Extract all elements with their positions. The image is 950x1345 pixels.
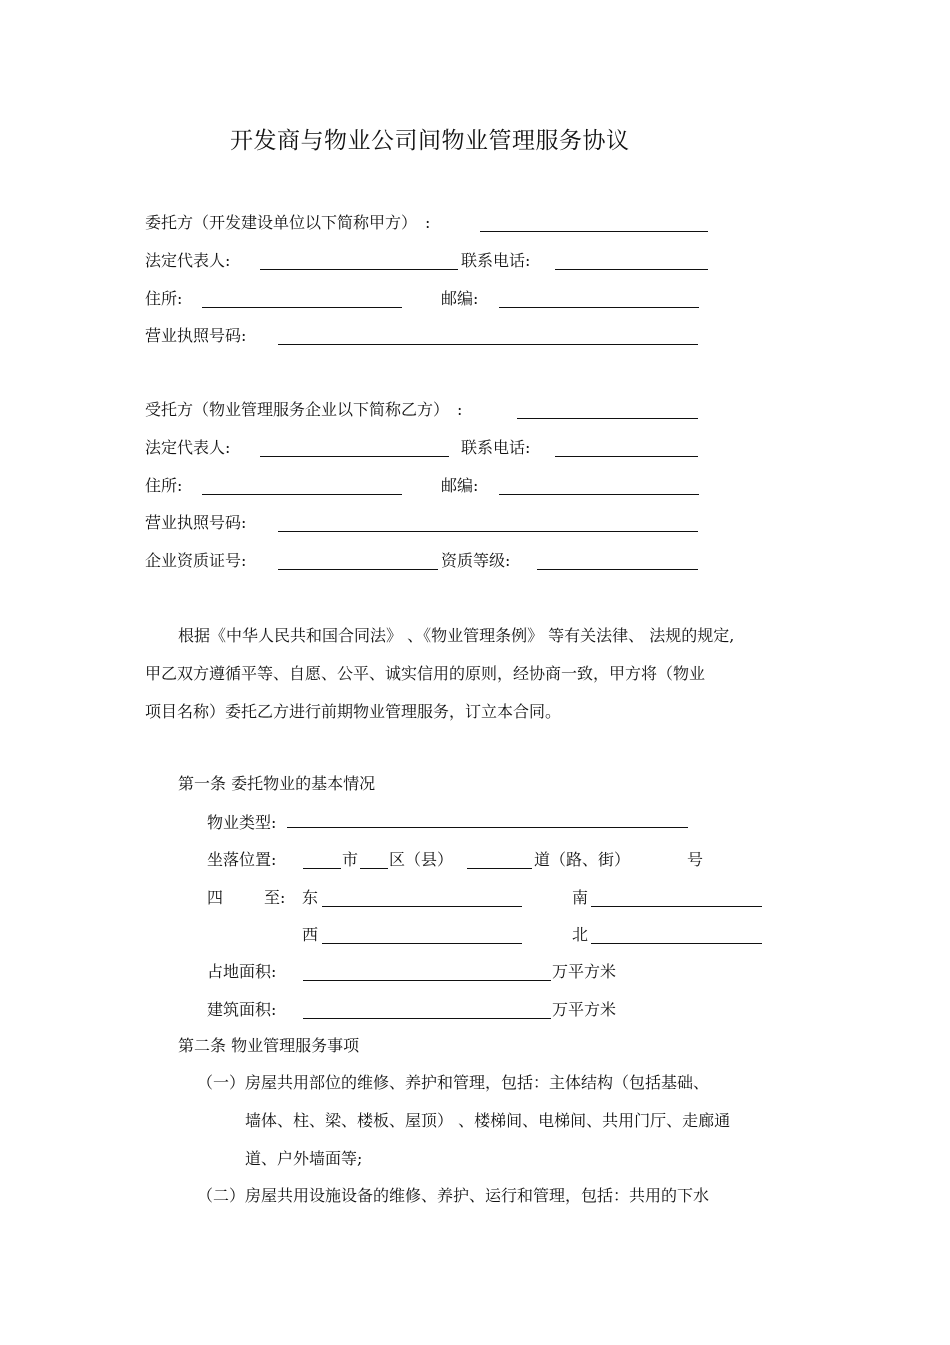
east-blank[interactable] (322, 906, 522, 907)
preamble-line: 项目名称）委托乙方进行前期物业管理服务，订立本合同。 (145, 702, 562, 721)
land-area-unit: 万平方米 (552, 962, 617, 981)
party-b-grade-label: 资质等级: (441, 551, 511, 570)
west-label: 西 (302, 925, 319, 944)
boundary-label-a: 四 (207, 888, 224, 907)
party-b-license-blank[interactable] (278, 531, 698, 532)
party-b-postcode-blank[interactable] (499, 494, 699, 495)
party-b-cert-label: 企业资质证号: (145, 551, 247, 570)
party-a-heading: 委托方（开发建设单位以下简称甲方） : (145, 213, 431, 232)
party-b-cert-blank[interactable] (278, 569, 438, 570)
building-area-label: 建筑面积: (207, 1000, 277, 1019)
east-label: 东 (302, 888, 319, 907)
party-b-postcode-label: 邮编: (441, 476, 479, 495)
party-a-postcode-label: 邮编: (441, 289, 479, 308)
party-a-license-blank[interactable] (278, 344, 698, 345)
south-blank[interactable] (591, 906, 762, 907)
party-a-license-label: 营业执照号码: (145, 326, 247, 345)
north-blank[interactable] (591, 943, 762, 944)
article-2-item-1: （一）房屋共用部位的维修、养护和管理，包括：主体结构（包括基础、 (197, 1073, 710, 1092)
location-label: 坐落位置: (207, 850, 277, 869)
number-label: 号 (687, 850, 704, 869)
boundary-label-b: 至: (264, 888, 286, 907)
land-area-label: 占地面积: (207, 962, 277, 981)
city-label: 市 (342, 850, 359, 869)
party-b-name-blank[interactable] (517, 418, 698, 419)
party-a-postcode-blank[interactable] (499, 307, 699, 308)
party-a-phone-label: 联系电话: (461, 251, 531, 270)
party-b-grade-blank[interactable] (537, 569, 698, 570)
party-b-heading: 受托方（物业管理服务企业以下简称乙方） : (145, 400, 463, 419)
article-2-item-1-cont: 道、户外墙面等; (245, 1149, 363, 1168)
property-type-blank[interactable] (287, 827, 688, 828)
property-type-label: 物业类型: (207, 813, 277, 832)
article-2-item-2: （二）房屋共用设施设备的维修、养护、运行和管理，包括：共用的下水 (197, 1186, 710, 1205)
district-blank[interactable] (360, 868, 388, 869)
party-b-phone-blank[interactable] (555, 456, 698, 457)
preamble-line: 甲乙双方遵循平等、自愿、公平、诚实信用的原则，经协商一致，甲方将（物业 (145, 664, 706, 683)
party-b-legal-rep-blank[interactable] (260, 456, 449, 457)
document-title: 开发商与物业公司间物业管理服务协议 (230, 128, 630, 154)
road-blank[interactable] (467, 868, 532, 869)
party-b-phone-label: 联系电话: (461, 438, 531, 457)
party-b-legal-rep-label: 法定代表人: (145, 438, 231, 457)
preamble-line: 根据《中华人民共和国合同法》 、《物业管理条例》 等有关法律、 法规的规定, (178, 626, 735, 645)
south-label: 南 (572, 888, 589, 907)
district-label: 区（县） (389, 850, 454, 869)
party-b-license-label: 营业执照号码: (145, 513, 247, 532)
party-b-address-label: 住所: (145, 476, 183, 495)
party-a-phone-blank[interactable] (555, 269, 708, 270)
party-a-legal-rep-label: 法定代表人: (145, 251, 231, 270)
west-blank[interactable] (322, 943, 522, 944)
road-label: 道（路、街） (534, 850, 631, 869)
article-1-heading: 第一条 委托物业的基本情况 (178, 774, 376, 793)
building-area-blank[interactable] (303, 1018, 551, 1019)
party-a-name-blank[interactable] (480, 231, 708, 232)
party-a-legal-rep-blank[interactable] (260, 269, 458, 270)
party-a-address-label: 住所: (145, 289, 183, 308)
party-a-address-blank[interactable] (202, 307, 402, 308)
article-2-heading: 第二条 物业管理服务事项 (178, 1036, 360, 1055)
north-label: 北 (572, 925, 589, 944)
land-area-blank[interactable] (303, 980, 551, 981)
city-blank[interactable] (303, 868, 341, 869)
party-b-address-blank[interactable] (202, 494, 402, 495)
article-2-item-1-cont: 墙体、柱、梁、楼板、屋顶） 、楼梯间、电梯间、共用门厅、走廊通 (245, 1111, 731, 1130)
building-area-unit: 万平方米 (552, 1000, 617, 1019)
